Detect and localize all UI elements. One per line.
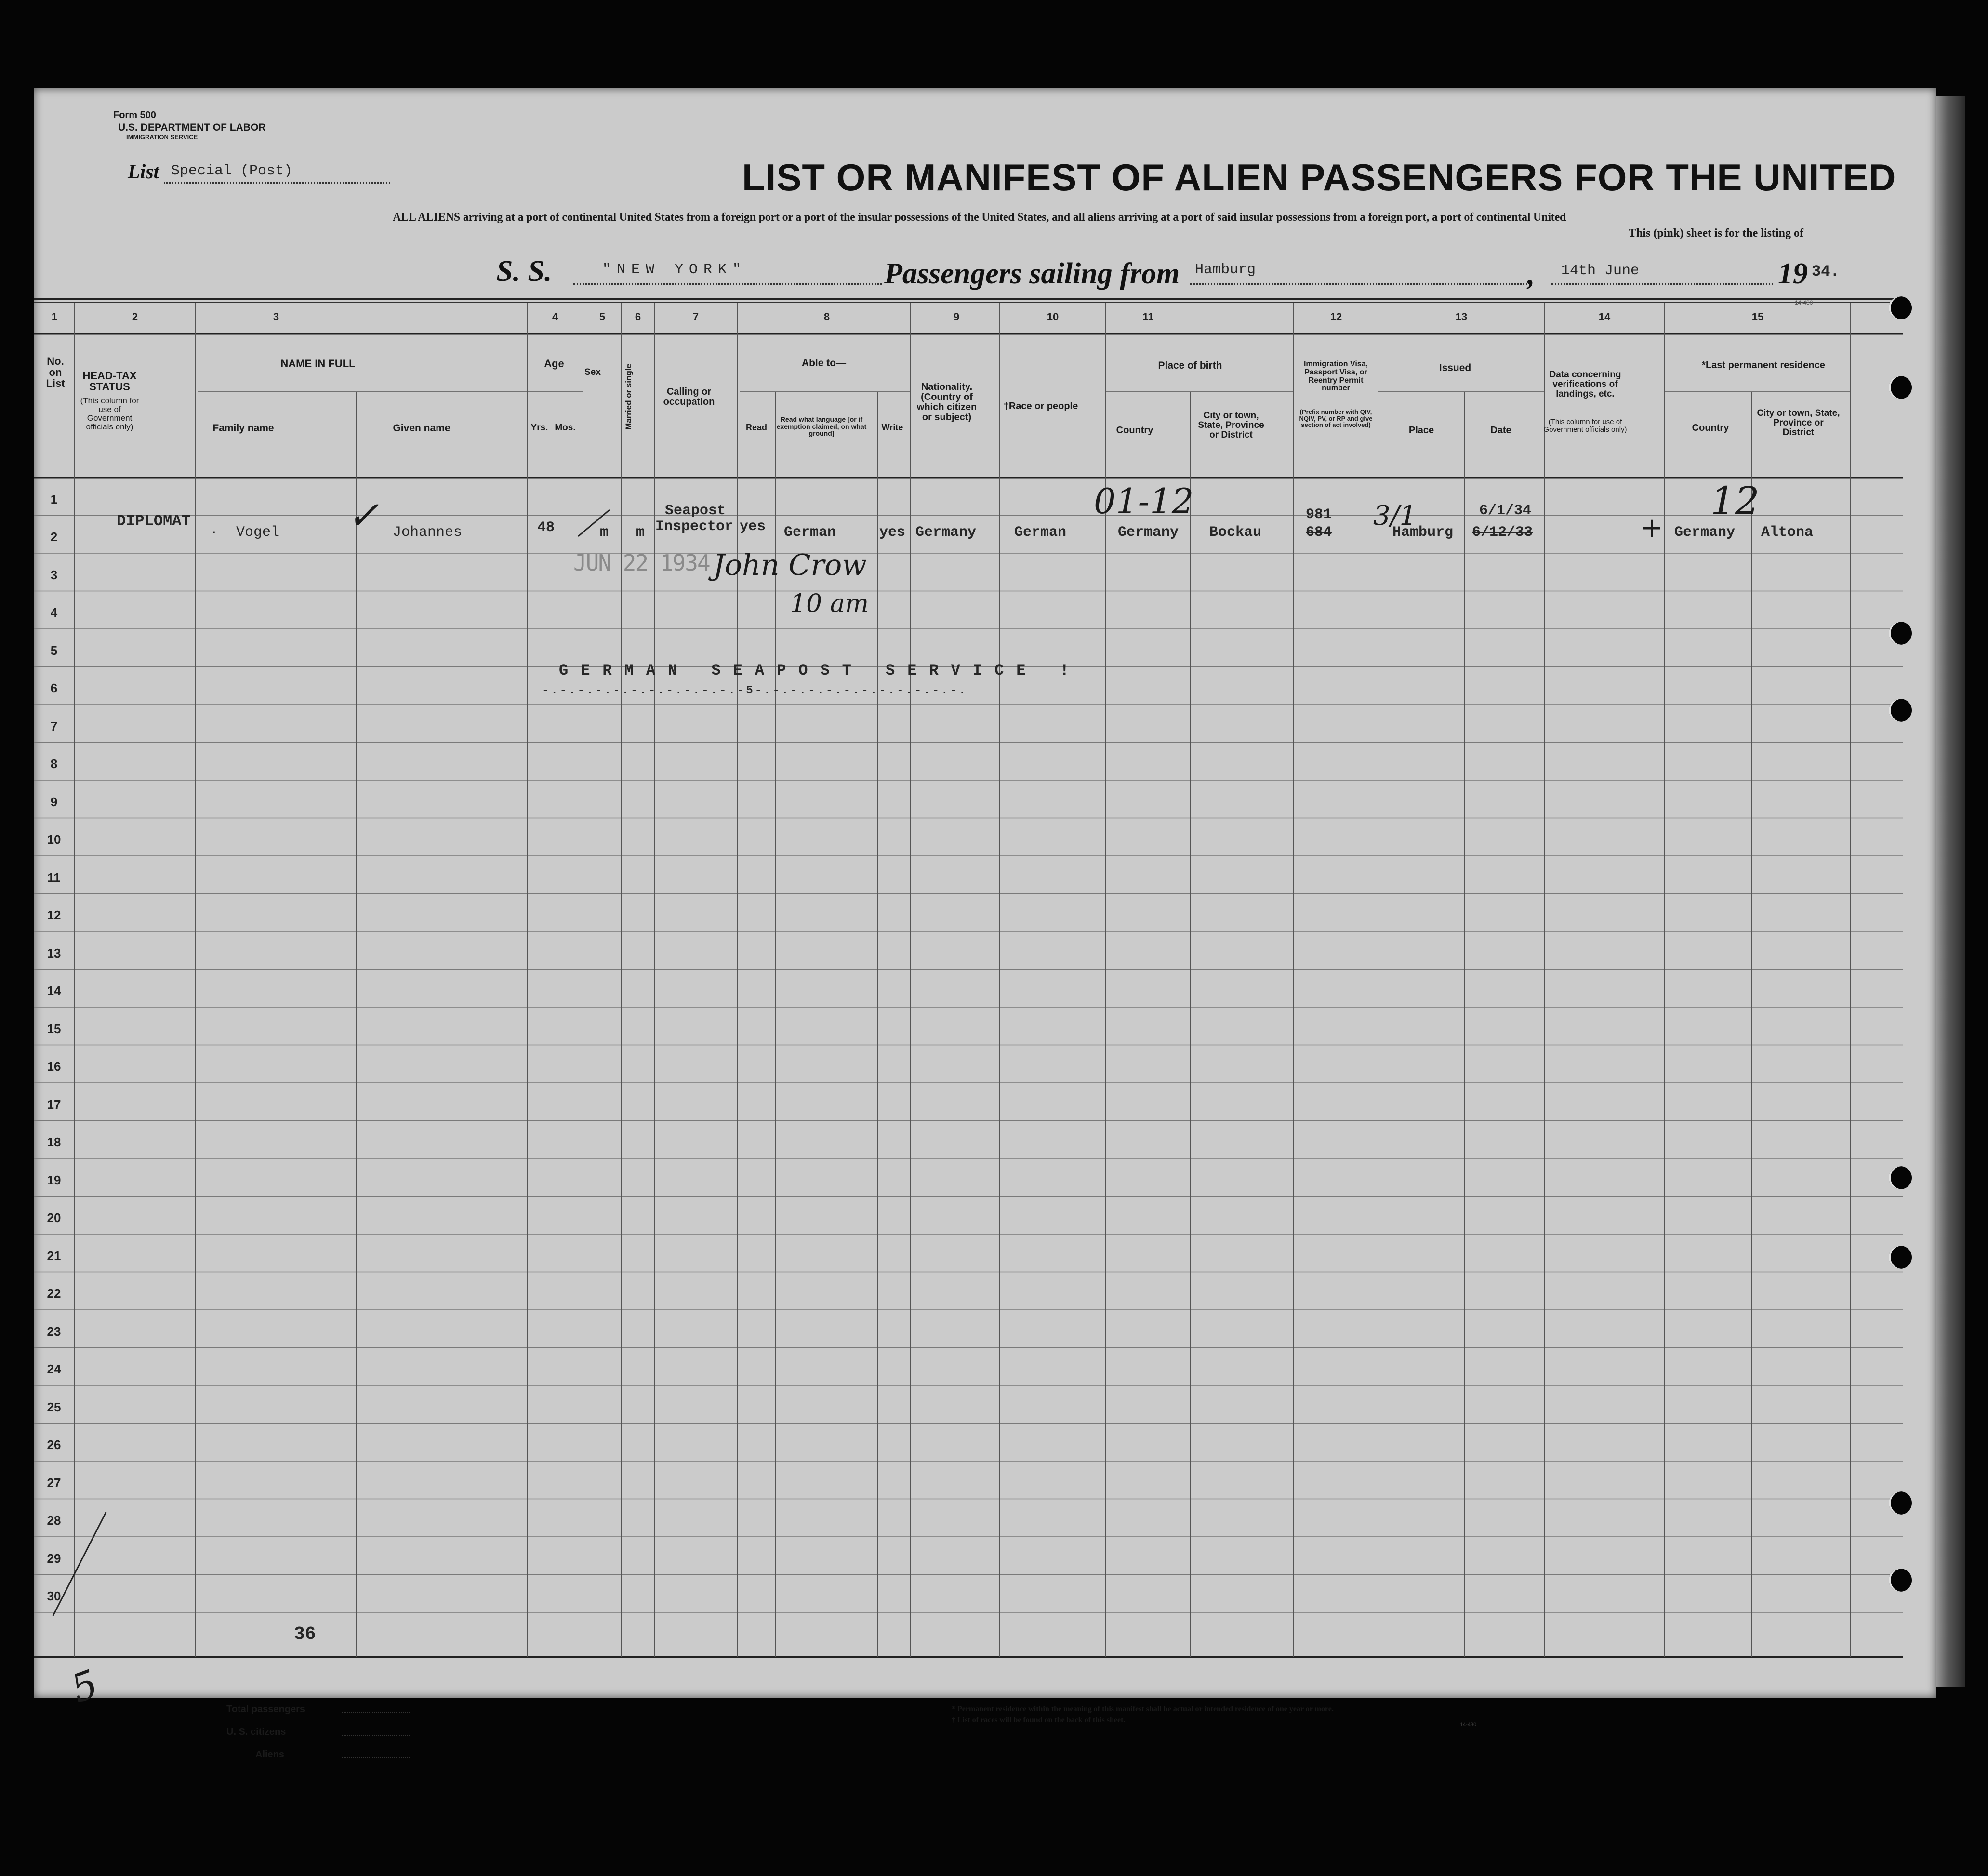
header-issued-date: Date	[1490, 425, 1511, 436]
manifest-title: LIST OR MANIFEST OF ALIEN PASSENGERS FOR THE UNITED	[742, 156, 1896, 199]
footer-dots-2	[342, 1735, 410, 1736]
ship-underline	[573, 283, 882, 285]
header-write: Write	[881, 423, 903, 432]
seapost-service-line: GERMAN SEAPOST SERVICE !	[559, 662, 1082, 679]
entry-residence-country: Germany	[1674, 524, 1736, 541]
header-place-of-birth: Place of birth	[1158, 360, 1222, 371]
row-number: 12	[47, 908, 61, 922]
time-note: 10 am	[790, 589, 869, 618]
row-number: 18	[47, 1135, 61, 1149]
row-number: 24	[47, 1362, 61, 1376]
header-name-in-full: NAME IN FULL	[280, 358, 356, 370]
column-number: 10	[1047, 311, 1059, 323]
row-number: 10	[47, 832, 61, 847]
row-number: 20	[47, 1211, 61, 1225]
entry-write: yes	[879, 524, 906, 541]
comma-mark: ,	[1527, 258, 1535, 291]
row-number: 28	[47, 1513, 61, 1528]
entry-family-name: Vogel	[236, 524, 280, 541]
row-number: 26	[47, 1437, 61, 1452]
header-nationality: Nationality. (Country of which citizen or subject)	[916, 382, 977, 423]
row-number: 4	[50, 605, 58, 620]
row-number: 19	[47, 1172, 61, 1187]
entry-issued-place: Hamburg	[1392, 524, 1454, 541]
binder-hole	[1889, 296, 1912, 319]
row-number: 16	[47, 1059, 61, 1074]
binder-hole	[1889, 1569, 1912, 1592]
row-number: 14	[47, 984, 61, 998]
column-number: 11	[1142, 311, 1154, 323]
signature: John Crow	[713, 548, 867, 582]
port-value: Hamburg	[1195, 262, 1256, 278]
column-number: 4	[552, 311, 558, 323]
footer-dots-3	[342, 1757, 410, 1758]
list-underline	[164, 182, 390, 184]
column-number: 8	[823, 311, 830, 323]
row-number: 9	[50, 794, 58, 809]
row-number: 15	[47, 1021, 61, 1036]
row-number: 6	[50, 681, 58, 695]
column-number: 9	[953, 311, 960, 323]
page-edge-strip	[1936, 96, 1965, 1687]
entry-calling-line1: Seapost	[665, 503, 726, 519]
subtitle-line-2: This (pink) sheet is for the listing of	[1629, 227, 1803, 239]
header-no-on-list: No. on List	[46, 355, 65, 390]
entry-given-name: Johannes	[393, 524, 463, 541]
column-number: 3	[273, 311, 279, 323]
column-number: 6	[635, 311, 641, 323]
column-number: 2	[132, 311, 138, 323]
column-number: 13	[1455, 311, 1468, 323]
code-birth-handwritten: 01-12	[1094, 481, 1194, 521]
department-label: U.S. DEPARTMENT OF LABOR	[118, 122, 266, 133]
binder-hole	[1889, 1491, 1912, 1515]
header-read: Read	[745, 423, 767, 432]
ship-name: "NEW YORK"	[602, 262, 747, 278]
entry-issued-date1: 6/1/34	[1479, 503, 1532, 519]
row-number: 21	[47, 1248, 61, 1263]
header-calling: Calling or occupation	[663, 386, 715, 407]
header-able-to: Able to—	[801, 358, 847, 369]
date-underline	[1551, 283, 1773, 285]
header-mos: Mos.	[555, 423, 576, 433]
ship-label: S. S.	[496, 255, 552, 288]
header-sex: Sex	[584, 367, 601, 377]
row-number: 2	[50, 530, 58, 544]
visa-handwritten-mark: 3/1	[1373, 500, 1417, 532]
row-number: 30	[47, 1589, 61, 1603]
margin-mark: 5	[65, 1661, 104, 1712]
entry-residence-city: Altona	[1761, 524, 1814, 541]
page-count: 36	[294, 1624, 316, 1645]
service-label: IMMIGRATION SERVICE	[126, 133, 198, 141]
header-birth-country: Country	[1116, 425, 1153, 436]
entry-nationality: Germany	[915, 524, 977, 541]
header-verification-note: (This column for use of Government officials only)	[1543, 418, 1627, 434]
row-number: 7	[50, 718, 58, 733]
header-issued-place: Place	[1408, 425, 1434, 436]
binder-hole	[1889, 622, 1912, 645]
entry-married: m	[636, 524, 645, 541]
verification-mark: +	[1641, 512, 1663, 544]
row-number: 11	[47, 870, 61, 885]
binder-hole	[1889, 1246, 1912, 1269]
passengers-sailing-label: Passengers sailing from	[884, 257, 1180, 290]
row-number: 8	[50, 757, 58, 771]
entry-birth-city: Bockau	[1209, 524, 1262, 541]
column-number: 14	[1598, 311, 1611, 323]
column-number: 7	[692, 311, 699, 323]
row-number: 29	[47, 1551, 61, 1566]
header-family-name: Family name	[212, 423, 274, 434]
column-number: 15	[1751, 311, 1764, 323]
entry-issued-date2: 6/12/33	[1472, 524, 1533, 541]
form-number: Form 500	[113, 110, 156, 120]
entry-age-yrs: 48	[537, 519, 555, 536]
code-residence-handwritten: 12	[1710, 479, 1760, 523]
row-number: 5	[50, 643, 58, 658]
entry-birth-country: Germany	[1118, 524, 1179, 541]
row-number: 27	[47, 1475, 61, 1490]
entry-calling-line2: Inspector	[655, 519, 734, 535]
footer-total-passengers: Total passengers	[226, 1704, 305, 1715]
manifest-sheet	[34, 88, 1936, 1760]
row-number: 3	[50, 567, 58, 582]
year-suffix: 34.	[1812, 263, 1840, 280]
entry-bullet: .	[210, 522, 219, 538]
header-residence-country: Country	[1692, 423, 1729, 433]
binder-hole	[1889, 1166, 1912, 1189]
check-mark: ✓	[347, 493, 380, 538]
header-issued: Issued	[1439, 362, 1471, 373]
row-number: 25	[47, 1399, 61, 1414]
row-number: 1	[50, 492, 58, 506]
footer-us-citizens: U. S. citizens	[226, 1727, 286, 1737]
header-yrs: Yrs.	[530, 423, 548, 433]
entry-visa-line1: 981	[1306, 506, 1332, 523]
entry-visa-line2: 684	[1306, 524, 1332, 541]
row-number: 17	[47, 1097, 61, 1112]
list-value: Special (Post)	[171, 163, 293, 179]
column-number: 1	[51, 311, 58, 323]
header-race: †Race or people	[1003, 401, 1078, 412]
corner-mark: 14-480	[1795, 299, 1813, 306]
header-married: Married or single	[624, 363, 634, 430]
footer-note-code: 14-480	[1460, 1722, 1477, 1728]
entry-read: yes	[740, 519, 766, 535]
list-label: List	[128, 161, 159, 183]
header-age: Age	[544, 358, 564, 370]
header-given-name: Given name	[393, 423, 451, 434]
footer-dots-1	[342, 1712, 410, 1713]
header-visa-note: (Prefix number with QIV, NQIV, PV, or RP and give section of act involved)	[1299, 408, 1373, 429]
subtitle-line-1: ALL ALIENS arriving at a port of continental United States from a foreign port or a port of the insular possessions of the United States, and all aliens arriving at a port of said insular possessions from a foreign port, a port of continental United	[393, 211, 1566, 224]
year-prefix: 19	[1778, 257, 1808, 290]
entry-head-tax: DIPLOMAT	[117, 512, 191, 530]
entry-sex: m	[600, 524, 609, 541]
seapost-underline: -.-.-.-.-.-.-.-.-.-.-.-5-.-.-.-.-.-.-.-.-.-.-.-.	[542, 684, 968, 697]
manifest-grid	[34, 88, 1936, 1698]
port-underline	[1190, 283, 1527, 285]
header-visa: Immigration Visa, Passport Visa, or Reentry Permit number	[1303, 360, 1368, 393]
header-verification: Data concerning verifications of landings, etc.	[1549, 370, 1621, 399]
row-number: 13	[47, 945, 61, 960]
column-number: 12	[1330, 311, 1342, 323]
header-birth-city: City or town, State, Province or District	[1198, 411, 1264, 440]
binder-hole	[1889, 376, 1912, 399]
header-head-tax: HEAD-TAX STATUS	[82, 370, 137, 393]
row-number: 22	[47, 1286, 61, 1301]
row-number: 23	[47, 1324, 61, 1339]
header-last-residence: *Last permanent residence	[1702, 360, 1825, 371]
footer-note-2: † List of races will be found on the back of this sheet.	[952, 1716, 1126, 1724]
date-value: 14th June	[1561, 263, 1640, 279]
header-head-tax-note: (This column for use of Government officials only)	[80, 396, 139, 431]
binder-hole	[1889, 699, 1912, 722]
header-residence-city: City or town, State, Province or District	[1757, 408, 1840, 438]
entry-race: German	[1014, 524, 1067, 541]
header-read-what: Read what language [or if exemption claimed, on what ground]	[776, 415, 867, 438]
entry-language: German	[784, 524, 836, 541]
footer-aliens: Aliens	[255, 1749, 285, 1760]
date-stamp: JUN 22 1934	[573, 550, 710, 576]
footer-note-1: * Permanent residence within the meaning of this manifest shall be actual or intended residence of one year or more.	[952, 1705, 1334, 1713]
column-number: 5	[599, 311, 606, 323]
